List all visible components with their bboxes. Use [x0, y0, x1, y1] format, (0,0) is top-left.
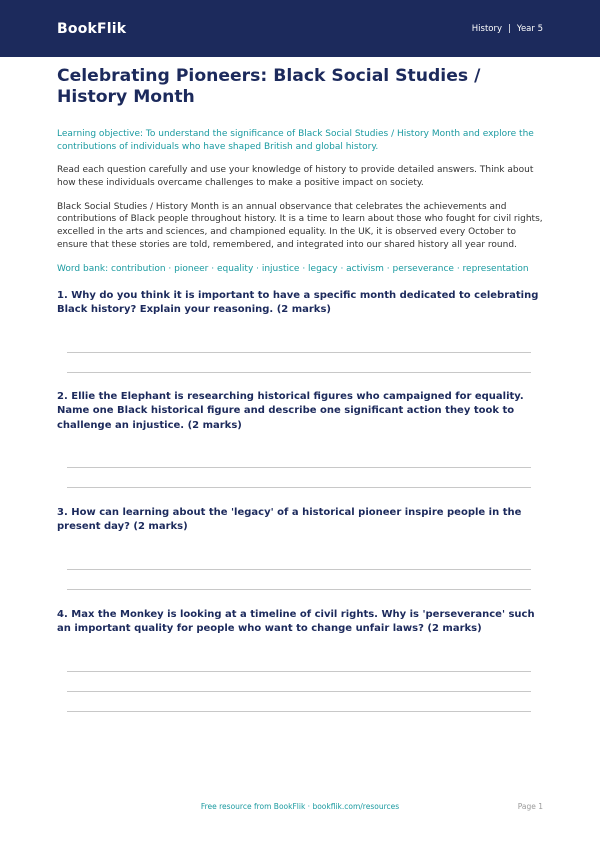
answer-line[interactable]	[67, 589, 531, 590]
answer-line[interactable]	[67, 569, 531, 570]
page-number: Page 1	[517, 802, 543, 811]
answer-line[interactable]	[67, 711, 531, 712]
instructions-text: Read each question carefully and use your knowledge of history to provide detailed answers. Think about how these individuals overcame challenges to make a positive impact on society.	[57, 165, 534, 188]
year-label: Year 5	[516, 23, 543, 34]
worksheet-intro	[57, 66, 543, 275]
subject-label: History	[471, 23, 503, 34]
header-meta	[472, 24, 543, 34]
word-bank: Word bank: contribution · pioneer · equality · injustice · legacy · activism · perseverance · representation	[57, 263, 529, 274]
answer-line[interactable]	[67, 352, 531, 353]
answer-line[interactable]	[67, 691, 531, 692]
page-title: Celebrating Pioneers: Black Social Studies / History Month	[57, 66, 481, 107]
footer-link[interactable]: Free resource from BookFlik · bookflik.com/resources	[200, 802, 400, 811]
brand-logo[interactable]: BookFlik	[57, 20, 127, 37]
answer-line[interactable]	[67, 671, 531, 672]
question-1: 1. Why do you think it is important to have a specific month dedicated to celebrating Black history? Explain your reasoning. (2 marks)	[57, 290, 539, 316]
answer-line[interactable]	[67, 487, 531, 488]
learning-objective: Learning objective: To understand the significance of Black Social Studies / History Month and explore the contributions of individuals who have shaped British and global history.	[57, 129, 534, 152]
question-2: 2. Ellie the Elephant is researching historical figures who campaigned for equality. Name one Black historical figure and describe one significant action they took to challenge an injustice. (2 marks)	[57, 391, 524, 431]
header-bar	[0, 0, 600, 57]
question-4: 4. Max the Monkey is looking at a timeline of civil rights. Why is 'perseverance' such an important quality for people who want to change unfair laws? (2 marks)	[57, 609, 535, 635]
meta-separator: |	[508, 23, 511, 34]
question-3: 3. How can learning about the 'legacy' of a historical pioneer inspire people in the present day? (2 marks)	[57, 507, 522, 533]
answer-line[interactable]	[67, 372, 531, 373]
intro-text: Black Social Studies / History Month is an annual observance that celebrates the achievements and contributions of Black people throughout history. It is a time to learn about those who fought for civil rights, excelled in the arts and sciences, and championed equality. In the UK, it is observed every October to ensure that these stories are told, remembered, and integrated into our shared history all year round.	[57, 201, 543, 250]
answer-line[interactable]	[67, 467, 531, 468]
